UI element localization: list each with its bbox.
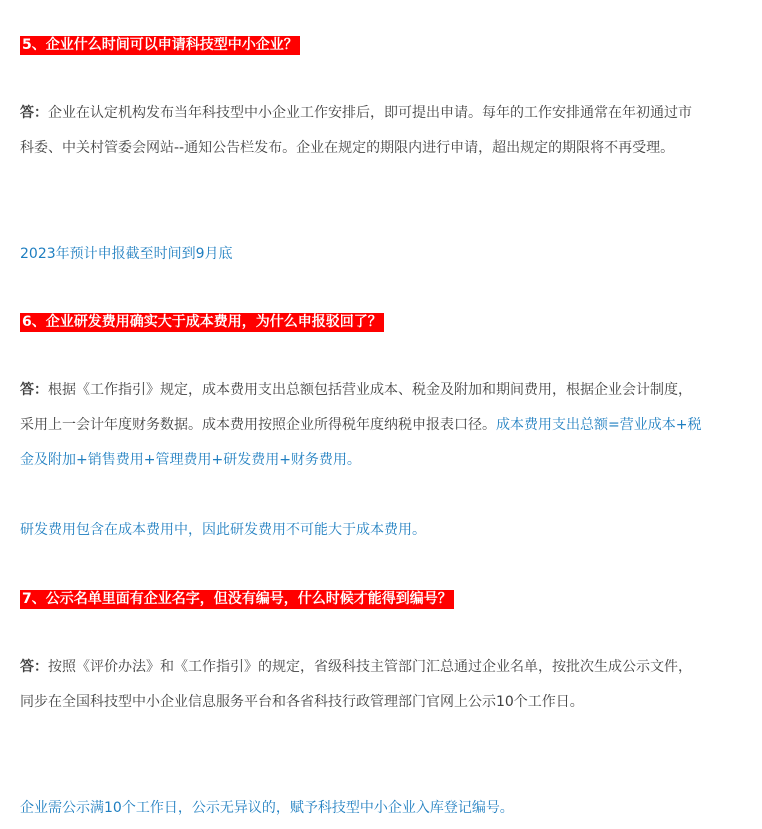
section-5-note: 2023年预计申报截至时间到9月底 — [20, 246, 233, 262]
answer-label: 答： — [20, 105, 48, 121]
section-7-note: 企业需公示满10个工作日，公示无异议的，赋予科技型中小企业入库登记编号。 — [20, 800, 514, 816]
answer-label: 答： — [20, 382, 48, 398]
section-6-note: 研发费用包含在成本费用中，因此研发费用不可能大于成本费用。 — [20, 522, 426, 538]
section-5-heading: 5、企业什么时间可以申请科技型中小企业？ — [22, 37, 298, 53]
answer-text: 根据《工作指引》规定，成本费用支出总额包括营业成本、税金及附加和期间费用，根据企业会计制度，采用上一会计年度财务数据。成本费用按照企业所得税年度纳税申报表口径。 — [20, 382, 692, 433]
section-7-heading: 7、公示名单里面有企业名字，但没有编号，什么时候才能得到编号？ — [22, 591, 452, 607]
section-6-answer — [20, 373, 702, 478]
section-6-heading: 6、企业研发费用确实大于成本费用，为什么申报驳回了？ — [22, 314, 382, 330]
answer-label: 答： — [20, 659, 48, 675]
answer-text: 按照《评价办法》和《工作指引》的规定，省级科技主管部门汇总通过企业名单，按批次生成公示文件，同步在全国科技型中小企业信息服务平台和各省科技行政管理部门官网上公示10个工作日。 — [20, 659, 692, 710]
section-7-answer — [20, 650, 702, 720]
answer-text: 企业在认定机构发布当年科技型中小企业工作安排后，即可提出申请。每年的工作安排通常在年初通过市科委、中关村管委会网站--通知公告栏发布。企业在规定的期限内进行申请，超出规定的期限将不再受理。 — [20, 105, 692, 156]
answer-highlight: 成本费用支出总额=营业成本+税金及附加+销售费用+管理费用+研发费用+财务费用。 — [20, 417, 702, 468]
section-5-answer — [20, 96, 702, 166]
